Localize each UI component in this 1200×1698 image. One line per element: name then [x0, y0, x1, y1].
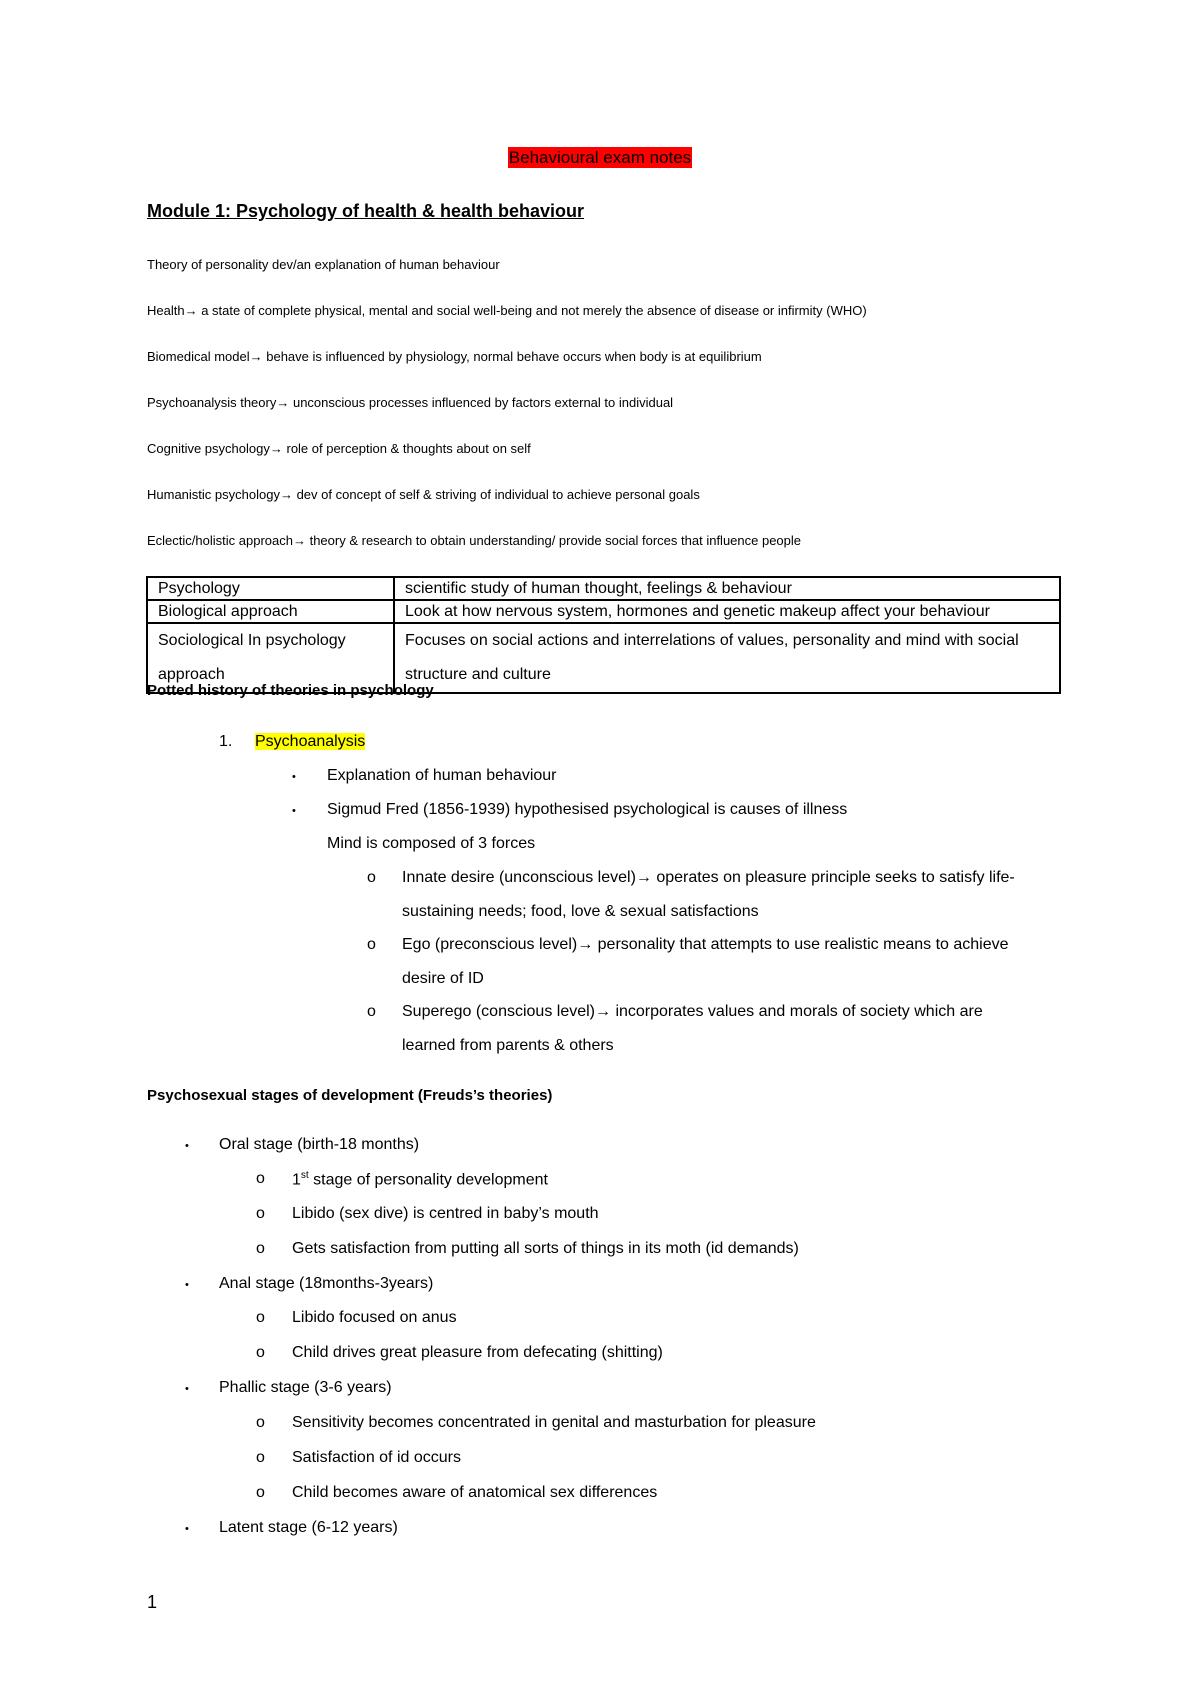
- list-item: Child becomes aware of anatomical sex differences: [292, 1484, 658, 1501]
- sub-bullet-icon: o: [367, 869, 376, 886]
- document-title: Behavioural exam notes: [508, 148, 692, 167]
- list-item: Libido (sex dive) is centred in baby’s mouth: [292, 1205, 599, 1222]
- stage-label: Phallic stage (3-6 years): [219, 1379, 392, 1396]
- list-item: 1st stage of personality development: [292, 1170, 548, 1189]
- bullet-icon: •: [292, 805, 296, 817]
- list-item: Mind is composed of 3 forces: [327, 835, 536, 852]
- sub-bullet-icon: o: [256, 1414, 265, 1431]
- table-cell-definition: Focuses on social actions and interrelations of values, personality and mind with social structure and culture: [394, 623, 1060, 693]
- stage-label: Latent stage (6-12 years): [219, 1519, 398, 1536]
- page-number: 1: [147, 1592, 158, 1612]
- list-item: Satisfaction of id occurs: [292, 1449, 461, 1466]
- sub-bullet-icon: o: [256, 1240, 265, 1257]
- table-cell-term: Sociological In psychology approach: [147, 623, 394, 693]
- definition-line: Eclectic/holistic approach→ theory & research to obtain understanding/ provide social forces that influence people: [147, 533, 802, 548]
- stage-label: Oral stage (birth-18 months): [219, 1136, 420, 1153]
- table-row: [147, 577, 1060, 600]
- definition-line: Health→ a state of complete physical, mental and social well-being and not merely the absence of disease or infirmity (WHO): [147, 303, 867, 318]
- sub-bullet-icon: o: [256, 1205, 265, 1222]
- section-heading: Potted history of theories in psychology: [147, 682, 434, 699]
- list-item: Libido focused on anus: [292, 1309, 457, 1326]
- module-heading: Module 1: Psychology of health & health behaviour: [147, 201, 585, 221]
- bullet-icon: •: [185, 1383, 189, 1395]
- bullet-icon: •: [185, 1140, 189, 1152]
- sub-bullet-icon: o: [256, 1170, 265, 1187]
- sub-bullet-icon: o: [256, 1449, 265, 1466]
- definition-line: Psychoanalysis theory→ unconscious processes influenced by factors external to individual: [147, 395, 674, 410]
- list-item: sustaining needs; food, love & sexual satisfactions: [402, 903, 759, 920]
- list-item: learned from parents & others: [402, 1037, 614, 1054]
- list-item: Innate desire (unconscious level)→ operates on pleasure principle seeks to satisfy life-: [402, 869, 1015, 886]
- table-row: [147, 600, 1060, 623]
- list-number: 1.: [219, 733, 233, 750]
- sub-bullet-icon: o: [256, 1309, 265, 1326]
- list-item: Sigmud Fred (1856-1939) hypothesised psychological is causes of illness: [327, 801, 848, 818]
- definitions-table: [146, 576, 1061, 694]
- list-item: desire of ID: [402, 970, 484, 987]
- sub-bullet-icon: o: [256, 1484, 265, 1501]
- definition-line: Humanistic psychology→ dev of concept of self & striving of individual to achieve personal goals: [147, 487, 700, 502]
- bullet-icon: •: [185, 1279, 189, 1291]
- list-item-label: Psychoanalysis: [255, 733, 366, 750]
- table-cell-term: Psychology: [147, 577, 394, 600]
- table-cell-term: Biological approach: [147, 600, 394, 623]
- definition-line: Biomedical model→ behave is influenced by physiology, normal behave occurs when body is at equilibrium: [147, 349, 762, 364]
- list-item: Child drives great pleasure from defecating (shitting): [292, 1344, 663, 1361]
- list-item: Ego (preconscious level)→ personality that attempts to use realistic means to achieve: [402, 936, 1009, 953]
- list-item: Superego (conscious level)→ incorporates values and morals of society which are: [402, 1003, 983, 1020]
- section-heading: Psychosexual stages of development (Freuds’s theories): [147, 1087, 553, 1104]
- sub-bullet-icon: o: [256, 1344, 265, 1361]
- definition-line: Theory of personality dev/an explanation of human behaviour: [147, 257, 500, 272]
- table-cell-definition: scientific study of human thought, feelings & behaviour: [394, 577, 1060, 600]
- list-item: Gets satisfaction from putting all sorts of things in its moth (id demands): [292, 1240, 799, 1257]
- list-item: Explanation of human behaviour: [327, 767, 557, 784]
- table-cell-definition: Look at how nervous system, hormones and genetic makeup affect your behaviour: [394, 600, 1060, 623]
- bullet-icon: •: [292, 771, 296, 783]
- list-item: Sensitivity becomes concentrated in genital and masturbation for pleasure: [292, 1414, 816, 1431]
- sub-bullet-icon: o: [367, 936, 376, 953]
- stage-label: Anal stage (18months-3years): [219, 1275, 434, 1292]
- bullet-icon: •: [185, 1523, 189, 1535]
- sub-bullet-icon: o: [367, 1003, 376, 1020]
- definition-line: Cognitive psychology→ role of perception & thoughts about on self: [147, 441, 531, 456]
